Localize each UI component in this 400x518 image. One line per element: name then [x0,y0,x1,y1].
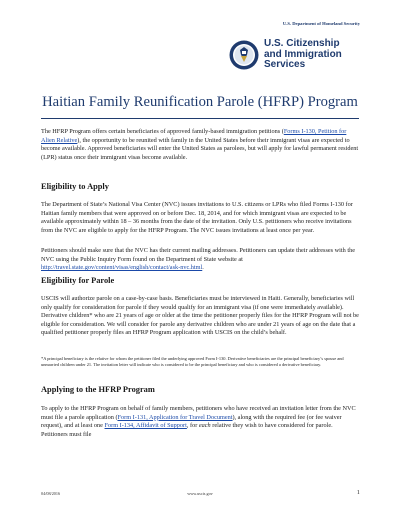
applying-text-4: relative they wish to have considered for parole. Petitioners must file [41,422,333,438]
page-title: Haitian Family Reunification Parole (HFRP) Program [42,94,358,110]
address-text-end: . [202,264,204,272]
eligibility-apply-paragraph: The Department of State’s National Visa Center (NVC) issues invitations to U.S. citizens or LPRs who filed Forms I-130 for Haitian family members that were approved on or before Dec. 18, 2014, and for which immigrant visas are expected to be available approximately within 18 – 36 months from the date of the invitation. Only U.S. petitioners who receive invitations from the NVC are eligible to apply for the HFRP Program. The NVC issues invitations at least once per year. [41,201,353,234]
form-i130-link[interactable]: Forms I-130, Petition for Alien Relative [41,128,347,144]
address-update-paragraph [41,247,359,273]
eligibility-apply-heading: Eligibility to Apply [41,182,109,191]
nvc-inquiry-link[interactable]: http://travel.state.gov/content/visas/english/contact/ask-nvc.html [41,264,203,272]
intro-text-2: ), the opportunity to be reunited with family in the United States before their immigrant visas are expected to become available. Approved beneficiaries will enter the United States as parolees, but will apply for lawful permanent resident (LPR) status once their immigrant visas become available. [41,136,359,161]
applying-text-3: , for [186,422,199,430]
form-i131-link[interactable]: Form I-131, Application for Travel Document [117,413,233,421]
eligibility-parole-paragraph: USCIS will authorize parole on a case-by-case basis. Beneficiaries must be interviewed in Haiti. Generally, beneficiaries will only qualify for consideration for parole if they would qualify for an immigrant visa (if one were immediately available). Derivative children* who are 21 years of age or older at the time the petitioner properly files for the HFRP Program will not be eligible for consideration. We will consider for parole any derivative children who are under 21 years of age on the date that a qualified petitioner properly files an HFRP Program application with USCIS on the child’s behalf. [41,295,359,337]
footer-date: 04/08/2016 [41,491,61,496]
form-i134-link[interactable]: Form I-134, Affidavit of Support [104,422,187,430]
title-rule [41,118,359,119]
address-text: Petitioners should make sure that the NVC has their current mailing addresses. Petitioners can update their addresses with the NVC using the Public Inquiry Form found on the Department of State website at [41,247,355,263]
applying-heading: Applying to the HFRP Program [41,385,155,394]
dhs-seal-icon [229,40,259,70]
footer-url: www.uscis.gov [187,491,213,496]
agency-name: U.S. Department of Homeland Security [282,21,360,26]
intro-text-1: The HFRP Program offers certain beneficiaries of approved family-based immigration petitions ( [41,128,284,135]
brand-line-1: U.S. Citizenship [264,38,340,49]
applying-paragraph [41,405,359,439]
applying-text-2: ), along with the required fee (or fee waiver request), and at least one [41,413,342,430]
eligibility-parole-heading: Eligibility for Parole [41,276,115,285]
brand-line-2: and Immigration [264,48,342,60]
uscis-brand [264,39,342,71]
footnote: *A principal beneficiary is the relative for whom the petitioner filed the underlying approved Form I-130. Derivative beneficiaries are the principal beneficiary’s spouse and unmarried children under 21. The invitation letter will indicate who is considered to be the principal beneficiary and who is considered a derivative beneficiary. [41,356,344,367]
intro-paragraph [41,128,359,162]
brand-line-3: Services [264,59,306,70]
applying-text-1: To apply to the HFRP Program on behalf of family members, petitioners who have received an invitation letter from the NVC must file a parole application ( [41,405,356,421]
page-number: 1 [356,489,360,496]
applying-emphasis: each [198,422,211,430]
